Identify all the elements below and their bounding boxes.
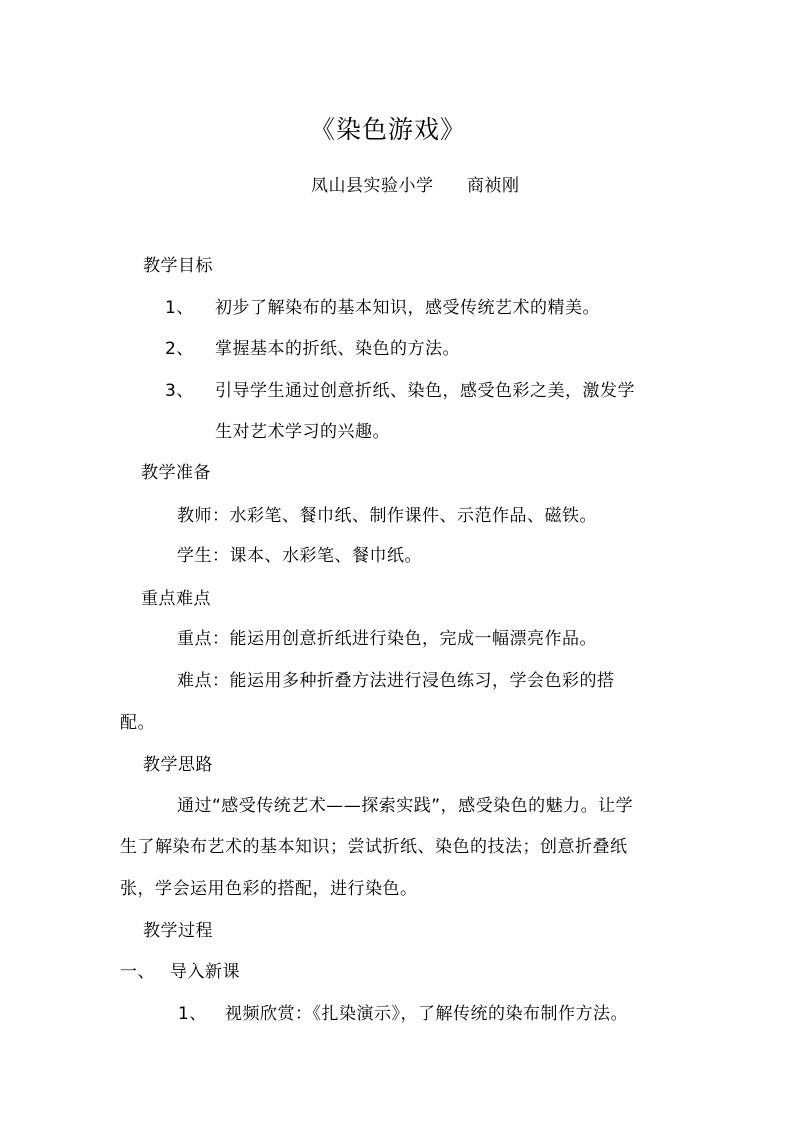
objective-3-continuation: 生对艺术学习的兴趣。: [215, 422, 390, 442]
objectives-heading: 教学目标: [143, 256, 213, 276]
key-point-text: 重点：能运用创意折纸进行染色，完成一幅漂亮作品。: [177, 629, 597, 649]
process-heading: 教学过程: [143, 921, 213, 941]
process-part-1-title: 导入新课: [170, 962, 240, 982]
objective-3-text: 引导学生通过创意折纸、染色，感受色彩之美，激发学: [215, 381, 635, 401]
author-name: 商祯刚: [467, 176, 520, 196]
objective-2-number: 2、: [165, 339, 194, 359]
preparation-heading: 教学准备: [141, 463, 211, 483]
school-name: 凤山县实验小学: [311, 176, 434, 196]
difficult-point-text: 难点：能运用多种折叠方法进行浸色练习，学会色彩的搭: [177, 671, 615, 691]
approach-line-1: 通过“感受传统艺术——探索实践”，感受染色的魅力。让学: [177, 796, 634, 816]
preparation-student: 学生：课本、水彩笔、餐巾纸。: [177, 546, 422, 566]
approach-heading: 教学思路: [143, 755, 213, 775]
approach-line-2: 生了解染布艺术的基本知识；尝试折纸、染色的技法；创意折叠纸: [120, 837, 628, 857]
document-title: 《染色游戏》: [310, 115, 467, 144]
objective-1-text: 初步了解染布的基本知识，感受传统艺术的精美。: [215, 298, 600, 318]
process-step-1-text: 视频欣赏：《扎染演示》，了解传统的染布制作方法。: [225, 1004, 628, 1024]
process-part-1-number: 一、: [120, 962, 155, 982]
objective-1-number: 1、: [165, 298, 194, 318]
key-points-heading: 重点难点: [141, 589, 211, 609]
difficult-point-continuation: 配。: [120, 713, 155, 733]
objective-3-number: 3、: [165, 381, 194, 401]
approach-line-3: 张，学会运用色彩的搭配，进行染色。: [120, 879, 418, 899]
process-step-1-number: 1、: [178, 1004, 207, 1024]
objective-2-text: 掌握基本的折纸、染色的方法。: [215, 339, 460, 359]
preparation-teacher: 教师：水彩笔、餐巾纸、制作课件、示范作品、磁铁。: [177, 506, 597, 526]
